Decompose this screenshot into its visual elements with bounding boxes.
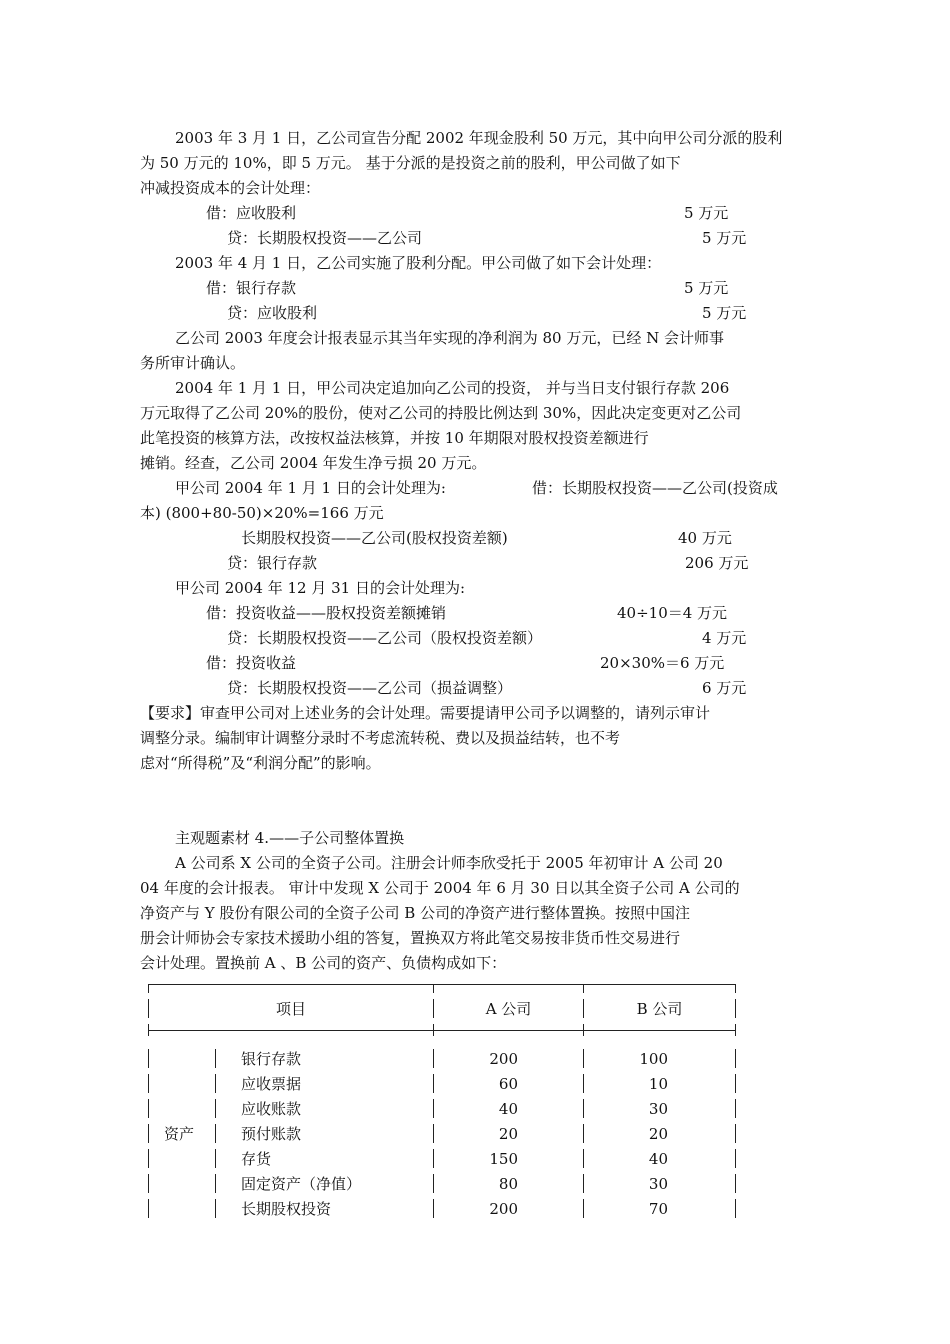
journal-credit: 贷：长期股权投资——乙公司 bbox=[227, 229, 423, 247]
table-rule bbox=[735, 1149, 736, 1168]
table-rule bbox=[148, 1124, 149, 1143]
table-rule bbox=[215, 1174, 216, 1193]
para-text: 此笔投资的核算方法，改按权益法核算，并按 10 年期限对股权投资差额进行 bbox=[140, 429, 649, 447]
table-rule bbox=[148, 1099, 149, 1118]
table-rule bbox=[215, 1049, 216, 1068]
table-rule bbox=[735, 1124, 736, 1143]
table-header: A 公司 bbox=[485, 1000, 532, 1018]
table-cell-a: 150 bbox=[489, 1150, 518, 1168]
table-cell-a: 40 bbox=[498, 1100, 518, 1118]
table-cell-item: 存货 bbox=[241, 1150, 272, 1168]
para-text: 务所审计确认。 bbox=[140, 354, 246, 372]
table-cell-item: 应收账款 bbox=[241, 1100, 302, 1118]
journal-debit: 借：应收股利 bbox=[206, 204, 297, 222]
para-text: 2003 年 3 月 1 日，乙公司宣告分配 2002 年现金股利 50 万元，其中向甲公司分派的股利 bbox=[175, 129, 783, 147]
table-cell-a: 60 bbox=[498, 1075, 518, 1093]
para-text: 万元取得了乙公司 20%的股份，使对乙公司的持股比例达到 30%，因此决定变更对乙公司 bbox=[140, 404, 742, 422]
table-cell-item: 预付账款 bbox=[241, 1125, 302, 1143]
table-header: B 公司 bbox=[636, 1000, 683, 1018]
table-cell-a: 20 bbox=[498, 1125, 518, 1143]
requirement-text: 【要求】审查甲公司对上述业务的会计处理。需要提请甲公司予以调整的，请列示审计 bbox=[140, 704, 711, 722]
journal-debit: 长期股权投资——乙公司(股权投资差额) bbox=[241, 529, 508, 547]
table-rule bbox=[215, 1149, 216, 1168]
table-cell-b: 30 bbox=[648, 1100, 668, 1118]
para-text: 摊销。经查，乙公司 2004 年发生净亏损 20 万元。 bbox=[140, 454, 487, 472]
table-cell-a: 200 bbox=[489, 1050, 518, 1068]
journal-credit: 贷：长期股权投资——乙公司（损益调整） bbox=[227, 679, 513, 697]
table-rule bbox=[433, 1024, 434, 1036]
para-text: 本) (800+80-50)×20%=166 万元 bbox=[140, 504, 384, 522]
journal-amount: 5 万元 bbox=[684, 279, 729, 297]
para-text: 冲减投资成本的会计处理： bbox=[140, 179, 321, 197]
table-cell-b: 30 bbox=[648, 1175, 668, 1193]
table-rule bbox=[148, 1149, 149, 1168]
table-rule bbox=[148, 1074, 149, 1093]
section-title: 主观题素材 4.——子公司整体置换 bbox=[175, 829, 405, 847]
journal-amount: 206 万元 bbox=[685, 554, 749, 572]
table-group-label: 资产 bbox=[164, 1125, 195, 1143]
table-rule bbox=[215, 1074, 216, 1093]
table-cell-item: 长期股权投资 bbox=[241, 1200, 332, 1218]
journal-amount: 20×30%＝6 万元 bbox=[600, 654, 725, 672]
table-rule bbox=[148, 1174, 149, 1193]
requirement-text: 虑对“所得税”及“利润分配”的影响。 bbox=[140, 754, 381, 772]
table-rule bbox=[215, 1099, 216, 1118]
table-rule bbox=[583, 984, 584, 993]
para-text: 2004 年 1 月 1 日，甲公司决定追加向乙公司的投资， 并与当日支付银行存款 206 bbox=[175, 379, 730, 397]
table-cell-item: 银行存款 bbox=[241, 1050, 302, 1068]
table-cell-item: 应收票据 bbox=[241, 1075, 302, 1093]
para-text: 会计处理。置换前 A 、B 公司的资产、负债构成如下： bbox=[140, 954, 507, 972]
para-text: 甲公司 2004 年 12 月 31 日的会计处理为: bbox=[175, 579, 466, 597]
para-text: 册会计师协会专家技术援助小组的答复，置换双方将此笔交易按非货币性交易进行 bbox=[140, 929, 681, 947]
table-rule bbox=[215, 1199, 216, 1218]
table-rule bbox=[215, 1124, 216, 1143]
para-text: A 公司系 X 公司的全资子公司。注册会计师李欣受托于 2005 年初审计 A 公司 20 bbox=[175, 854, 723, 872]
table-cell-item: 固定资产（净值） bbox=[241, 1175, 362, 1193]
requirement-text: 调整分录。编制审计调整分录时不考虑流转税、费以及损益结转，也不考 bbox=[140, 729, 621, 747]
table-rule bbox=[433, 984, 434, 993]
table-cell-b: 40 bbox=[648, 1150, 668, 1168]
journal-debit: 借：投资收益 bbox=[206, 654, 297, 672]
table-cell-a: 80 bbox=[498, 1175, 518, 1193]
journal-credit: 贷：应收股利 bbox=[227, 304, 318, 322]
table-rule bbox=[148, 984, 149, 993]
journal-amount: 5 万元 bbox=[684, 204, 729, 222]
journal-amount: 4 万元 bbox=[702, 629, 747, 647]
table-rule bbox=[735, 1099, 736, 1118]
journal-amount: 5 万元 bbox=[702, 304, 747, 322]
journal-amount: 40÷10＝4 万元 bbox=[617, 604, 728, 622]
table-rule bbox=[735, 999, 736, 1018]
journal-debit: 借：长期股权投资——乙公司(投资成 bbox=[532, 479, 778, 497]
table-rule bbox=[735, 1174, 736, 1193]
para-text: 甲公司 2004 年 1 月 1 日的会计处理为: bbox=[175, 479, 446, 497]
table-rule bbox=[735, 1199, 736, 1218]
table-header: 项目 bbox=[275, 1000, 306, 1018]
table-rule bbox=[583, 1024, 584, 1036]
journal-amount: 6 万元 bbox=[702, 679, 747, 697]
table-cell-a: 200 bbox=[489, 1200, 518, 1218]
journal-credit: 贷：银行存款 bbox=[227, 554, 318, 572]
table-rule bbox=[735, 1049, 736, 1068]
journal-amount: 5 万元 bbox=[702, 229, 747, 247]
para-text: 2003 年 4 月 1 日，乙公司实施了股利分配。甲公司做了如下会计处理： bbox=[175, 254, 662, 272]
table-rule bbox=[148, 984, 736, 985]
para-text: 为 50 万元的 10%，即 5 万元。 基于分派的是投资之前的股利，甲公司做了如下 bbox=[140, 154, 681, 172]
para-text: 乙公司 2003 年度会计报表显示其当年实现的净利润为 80 万元，已经 N 会计师事 bbox=[175, 329, 724, 347]
journal-credit: 贷：长期股权投资——乙公司（股权投资差额） bbox=[227, 629, 543, 647]
table-cell-b: 20 bbox=[648, 1125, 668, 1143]
table-cell-b: 100 bbox=[639, 1050, 668, 1068]
journal-amount: 40 万元 bbox=[678, 529, 732, 547]
table-rule bbox=[148, 1199, 149, 1218]
table-rule bbox=[735, 1024, 736, 1036]
table-rule bbox=[148, 1030, 736, 1031]
journal-debit: 借：银行存款 bbox=[206, 279, 297, 297]
table-cell-b: 10 bbox=[648, 1075, 668, 1093]
para-text: 04 年度的会计报表。 审计中发现 X 公司于 2004 年 6 月 30 日以其全资子公司 A 公司的 bbox=[140, 879, 740, 897]
para-text: 净资产与 Y 股份有限公司的全资子公司 B 公司的净资产进行整体置换。按照中国注 bbox=[140, 904, 691, 922]
table-rule bbox=[735, 984, 736, 993]
table-cell-b: 70 bbox=[648, 1200, 668, 1218]
table-rule bbox=[735, 1074, 736, 1093]
table-rule bbox=[148, 1049, 149, 1068]
table-rule bbox=[148, 1024, 149, 1036]
journal-debit: 借：投资收益——股权投资差额摊销 bbox=[206, 604, 447, 622]
